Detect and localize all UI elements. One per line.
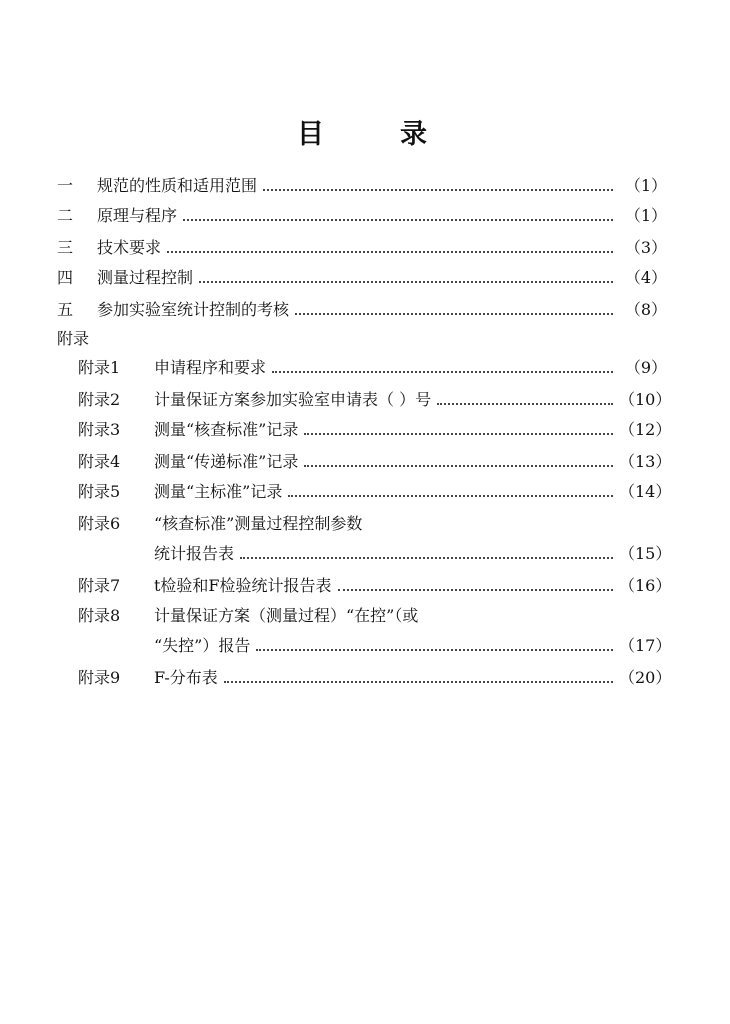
toc-entry[interactable] — [78, 352, 667, 378]
entry-number: 附录9 — [78, 668, 121, 687]
toc-entry-line1[interactable] — [78, 600, 667, 626]
entry-title: t检验和F检验统计报告表 — [154, 576, 332, 595]
leader-dots — [338, 589, 613, 591]
entry-page: （8） — [624, 300, 667, 319]
toc-entry[interactable] — [78, 662, 672, 688]
toc-entry[interactable] — [57, 170, 667, 196]
leader-dots — [295, 313, 613, 315]
entry-page: （13） — [619, 452, 672, 471]
entry-number: 附录8 — [78, 606, 121, 625]
entry-page: （4） — [624, 268, 667, 287]
entry-title: F-分布表 — [154, 668, 218, 687]
entry-page: （10） — [619, 390, 672, 409]
entry-number: 一 — [57, 176, 74, 195]
entry-title: 测量过程控制 — [97, 268, 194, 287]
entry-page: （14） — [619, 482, 672, 501]
entry-title: 规范的性质和适用范围 — [97, 176, 258, 195]
entry-number: 附录6 — [78, 514, 121, 533]
entry-page: （17） — [619, 636, 672, 655]
entry-number: 附录5 — [78, 482, 121, 501]
entry-page: （1） — [624, 176, 667, 195]
entry-title: 申请程序和要求 — [154, 358, 267, 377]
entry-title: 计量保证方案（测量过程）“在控”（或 — [154, 606, 419, 625]
entry-title: 计量保证方案参加实验室申请表（ ）号 — [154, 390, 432, 409]
toc-entry[interactable] — [57, 262, 667, 288]
entry-number: 附录7 — [78, 576, 121, 595]
entry-title: 参加实验室统计控制的考核 — [97, 300, 290, 319]
title-char-1: 目 — [297, 119, 324, 150]
entry-title-cont: “失控”）报告 — [154, 636, 251, 655]
entry-number: 四 — [57, 268, 74, 287]
leader-dots — [199, 281, 613, 283]
appendix-heading: 附录 — [57, 329, 90, 348]
leader-dots — [256, 649, 613, 651]
entry-number: 附录2 — [78, 390, 121, 409]
leader-dots — [183, 219, 613, 221]
entry-title-cont: 统计报告表 — [154, 544, 235, 563]
entry-title: “核查标准”测量过程控制参数 — [154, 514, 363, 533]
title-char-2: 录 — [400, 119, 427, 150]
entry-page: （16） — [619, 576, 672, 595]
leader-dots — [437, 403, 613, 405]
entry-number: 附录4 — [78, 452, 121, 471]
entry-number: 五 — [57, 300, 74, 319]
toc-entry-line1[interactable] — [78, 508, 667, 534]
entry-number: 附录1 — [78, 358, 121, 377]
leader-dots — [288, 495, 613, 497]
leader-dots — [224, 681, 613, 683]
entry-title: 技术要求 — [97, 238, 162, 257]
entry-number: 三 — [57, 238, 74, 257]
leader-dots — [272, 371, 613, 373]
entry-page: （3） — [624, 238, 667, 257]
entry-page: （15） — [619, 544, 672, 563]
entry-title: 测量“核查标准”记录 — [154, 420, 299, 439]
toc-entry[interactable] — [57, 294, 667, 320]
toc-entry[interactable] — [57, 232, 667, 258]
entry-title: 原理与程序 — [97, 206, 178, 225]
leader-dots — [304, 465, 613, 467]
toc-entry[interactable] — [78, 446, 672, 472]
toc-entry[interactable] — [78, 414, 672, 440]
toc-entry[interactable] — [57, 200, 667, 226]
entry-title: 测量“传递标准”记录 — [154, 452, 299, 471]
toc-entry-line2[interactable] — [78, 630, 672, 656]
entry-page: （12） — [619, 420, 672, 439]
entry-title: 测量“主标准”记录 — [154, 482, 283, 501]
leader-dots — [167, 251, 613, 253]
page-title — [0, 112, 730, 152]
toc-entry[interactable] — [78, 384, 672, 410]
leader-dots — [263, 189, 613, 191]
toc-entry-line2[interactable] — [78, 538, 672, 564]
leader-dots — [304, 433, 613, 435]
entry-page: （20） — [619, 668, 672, 687]
entry-page: （1） — [624, 206, 667, 225]
entry-number: 二 — [57, 206, 74, 225]
entry-number: 附录3 — [78, 420, 121, 439]
entry-page: （9） — [624, 358, 667, 377]
toc-entry[interactable] — [78, 570, 672, 596]
leader-dots — [240, 557, 613, 559]
toc-entry[interactable] — [78, 476, 672, 502]
